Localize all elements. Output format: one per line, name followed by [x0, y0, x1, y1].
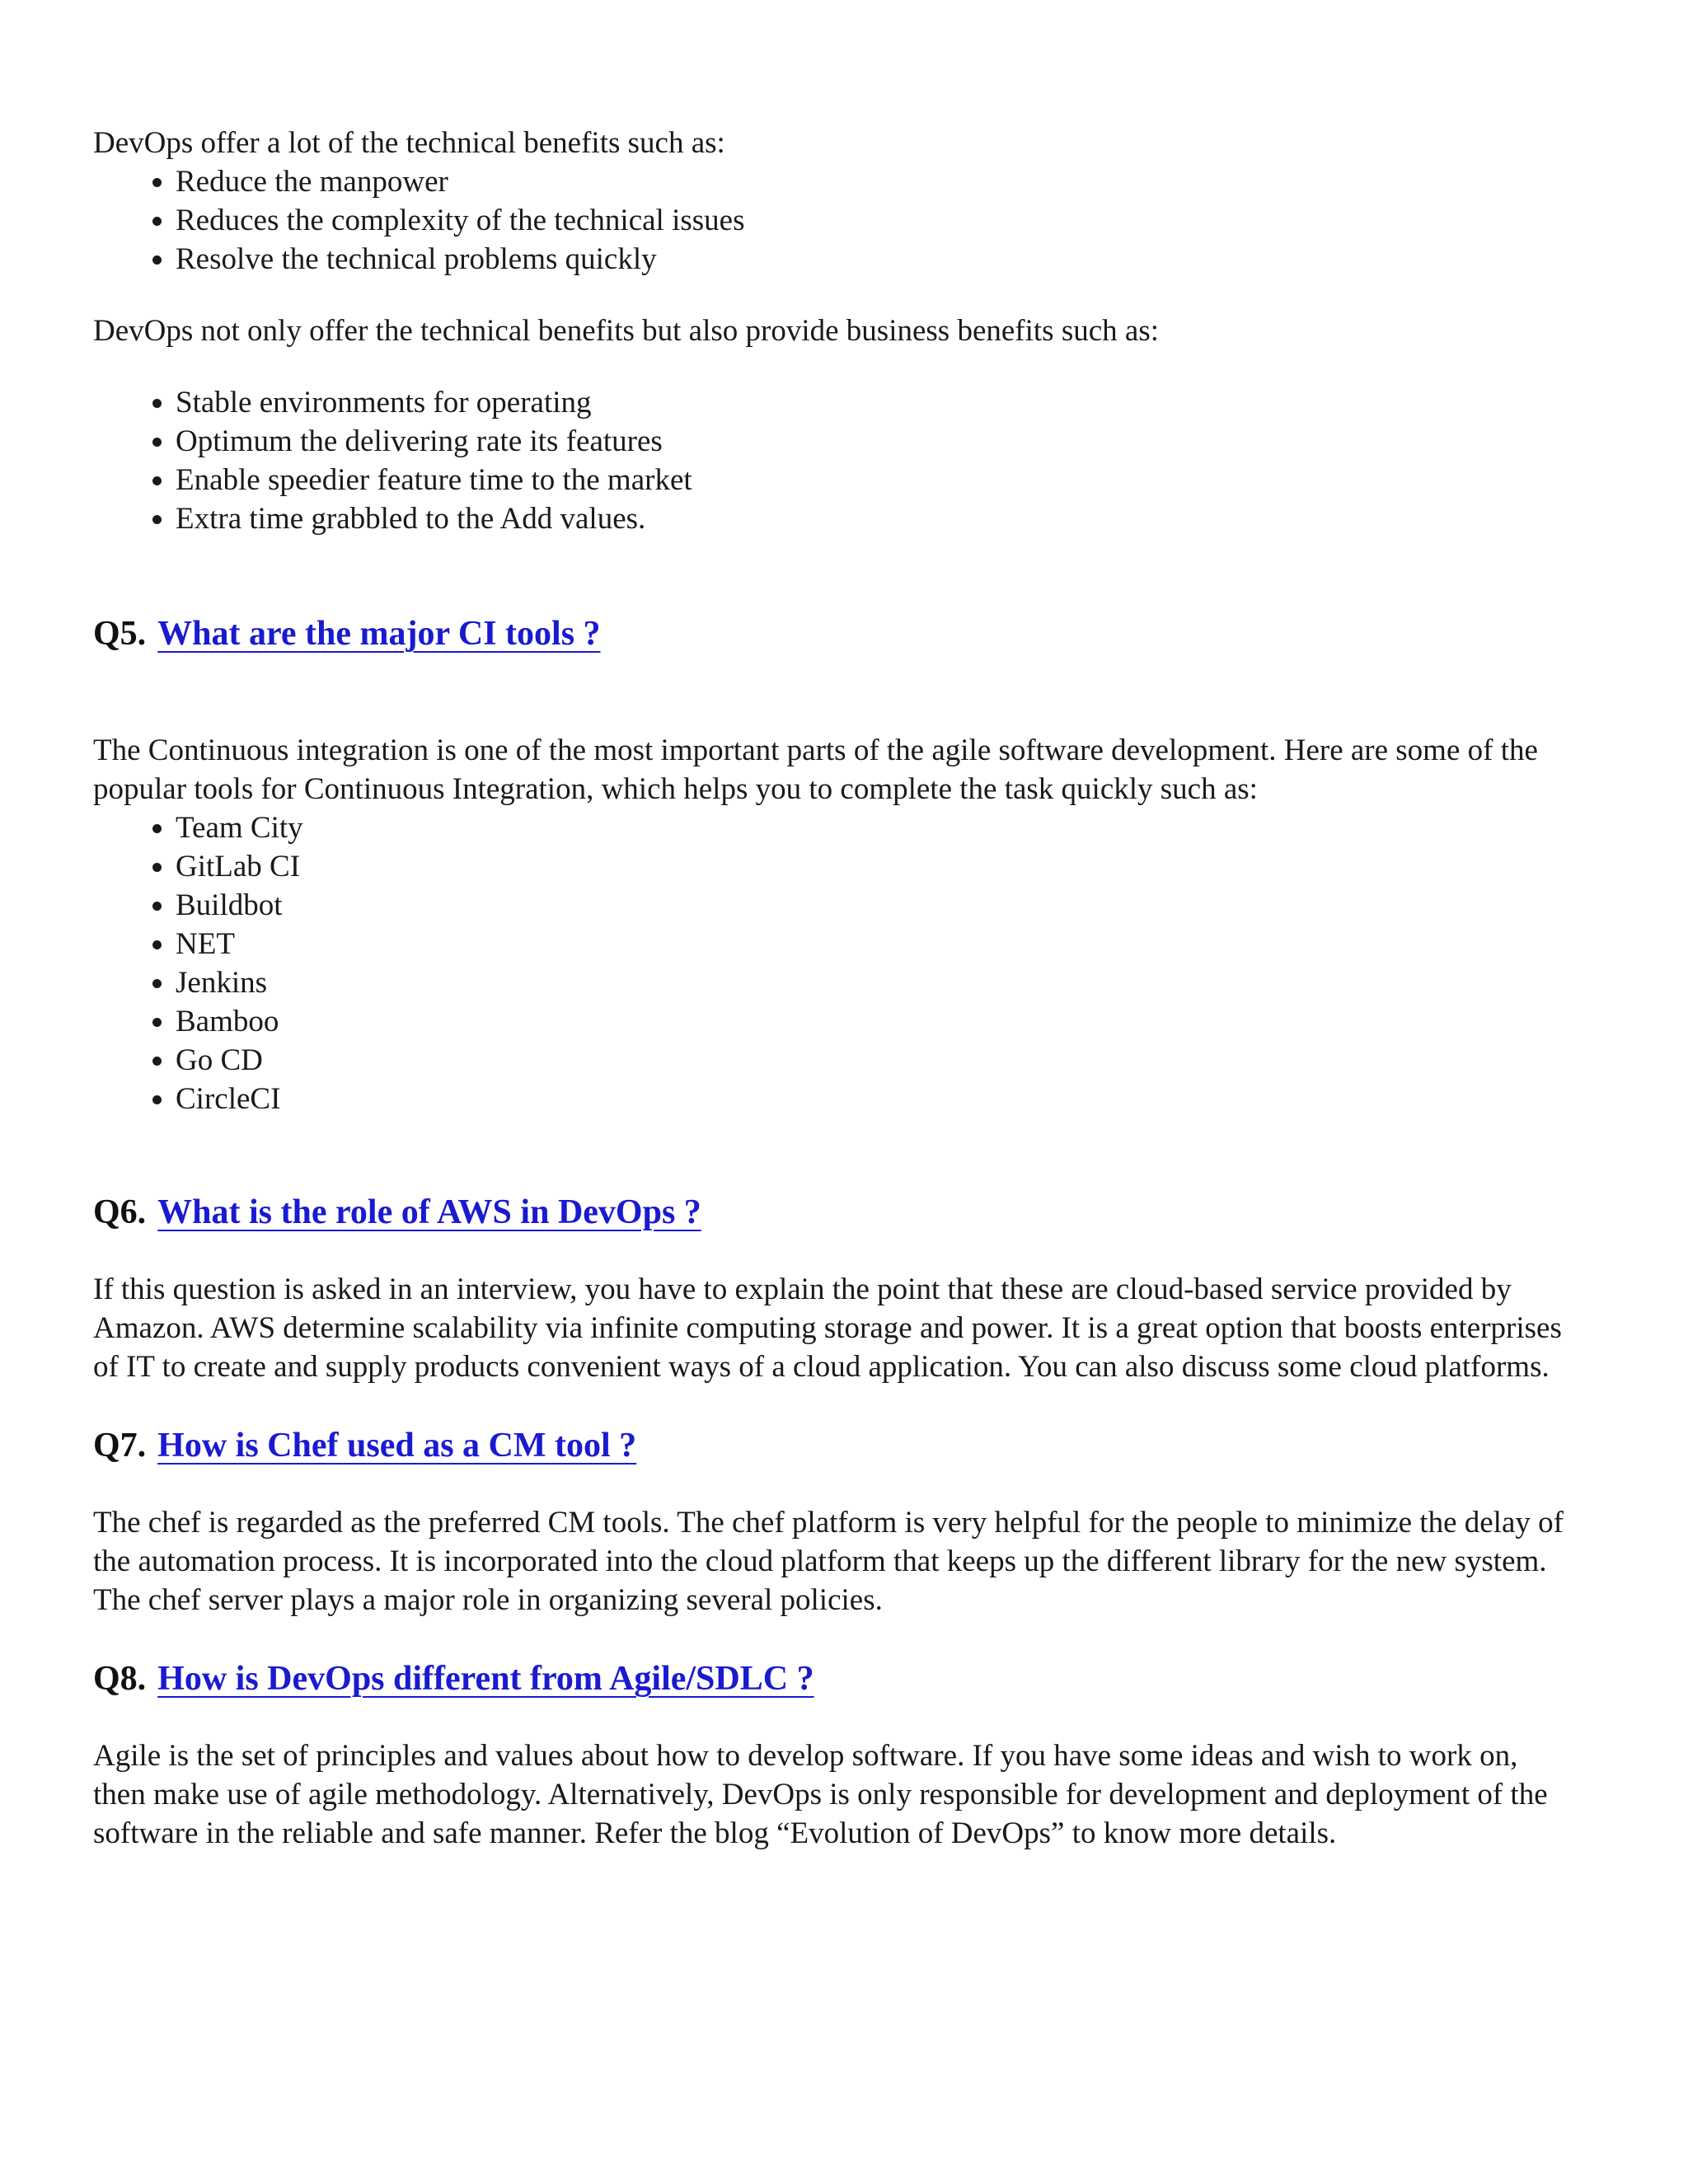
list-item: • Optimum the delivering rate its features — [176, 422, 1577, 461]
q8-heading — [93, 1657, 1577, 1700]
list-item: • Jenkins — [176, 963, 1577, 1002]
q6-number: Q6. — [93, 1193, 147, 1231]
list-item: • Reduce the manpower — [176, 162, 1577, 201]
q8-number: Q8. — [93, 1660, 147, 1698]
tech-benefits-list — [93, 162, 1577, 279]
business-benefits-list — [93, 383, 1577, 538]
list-item: • Stable environments for operating — [176, 383, 1577, 422]
document-page — [93, 124, 1577, 1853]
list-item: • NET — [176, 925, 1577, 963]
tech-benefits-lead: DevOps offer a lot of the technical benefits such as: — [93, 126, 725, 160]
business-benefits-lead: DevOps not only offer the technical benefits but also provide business benefits such as: — [93, 314, 1159, 348]
ci-tools-list — [93, 808, 1577, 1118]
list-item: • GitLab CI — [176, 847, 1577, 886]
q7-number: Q7. — [93, 1427, 147, 1465]
q8-body: Agile is the set of principles and values about how to develop software. If you have some ideas and wish to work on, then make use of agile methodology. Alternatively, DevOps is only responsible for development and deployment of the software in the reliable and safe manner. Refer the blog “Evolution of DevOps” to know more details. — [93, 1739, 1548, 1850]
q7-title-link[interactable]: How is Chef used as a CM tool ? — [157, 1427, 637, 1465]
list-item: • CircleCI — [176, 1080, 1577, 1118]
q6-title-link[interactable]: What is the role of AWS in DevOps ? — [157, 1193, 701, 1231]
q7-body: The chef is regarded as the preferred CM tools. The chef platform is very helpful for the people to minimize the delay of the automation process. It is incorporated into the cloud platform that keeps up the different library for the new system. The chef server plays a major role in organizing several policies. — [93, 1506, 1564, 1617]
q8-title-link[interactable]: How is DevOps different from Agile/SDLC ? — [157, 1660, 814, 1698]
list-item: • Enable speedier feature time to the market — [176, 461, 1577, 499]
q5-heading — [93, 612, 1577, 655]
list-item: • Buildbot — [176, 886, 1577, 925]
list-item: • Team City — [176, 808, 1577, 847]
q6-body: If this question is asked in an interview, you have to explain the point that these are cloud-based service provided by Amazon. AWS determine scalability via infinite computing storage and power. It is a great option that boosts enterprises of IT to create and supply products convenient ways of a cloud application. You can also discuss some cloud platforms. — [93, 1272, 1562, 1384]
list-item: • Reduces the complexity of the technical issues — [176, 201, 1577, 240]
list-item: • Bamboo — [176, 1002, 1577, 1041]
list-item: • Resolve the technical problems quickly — [176, 240, 1577, 279]
q7-heading — [93, 1424, 1577, 1467]
list-item: • Go CD — [176, 1041, 1577, 1080]
list-item: • Extra time grabbled to the Add values. — [176, 499, 1577, 538]
q6-heading — [93, 1191, 1577, 1234]
q5-title-link[interactable]: What are the major CI tools ? — [157, 615, 601, 653]
q5-body: The Continuous integration is one of the most important parts of the agile software development. Here are some of the popular tools for Continuous Integration, which helps you to complete the task quickly such as: — [93, 733, 1538, 806]
q5-number: Q5. — [93, 615, 147, 653]
